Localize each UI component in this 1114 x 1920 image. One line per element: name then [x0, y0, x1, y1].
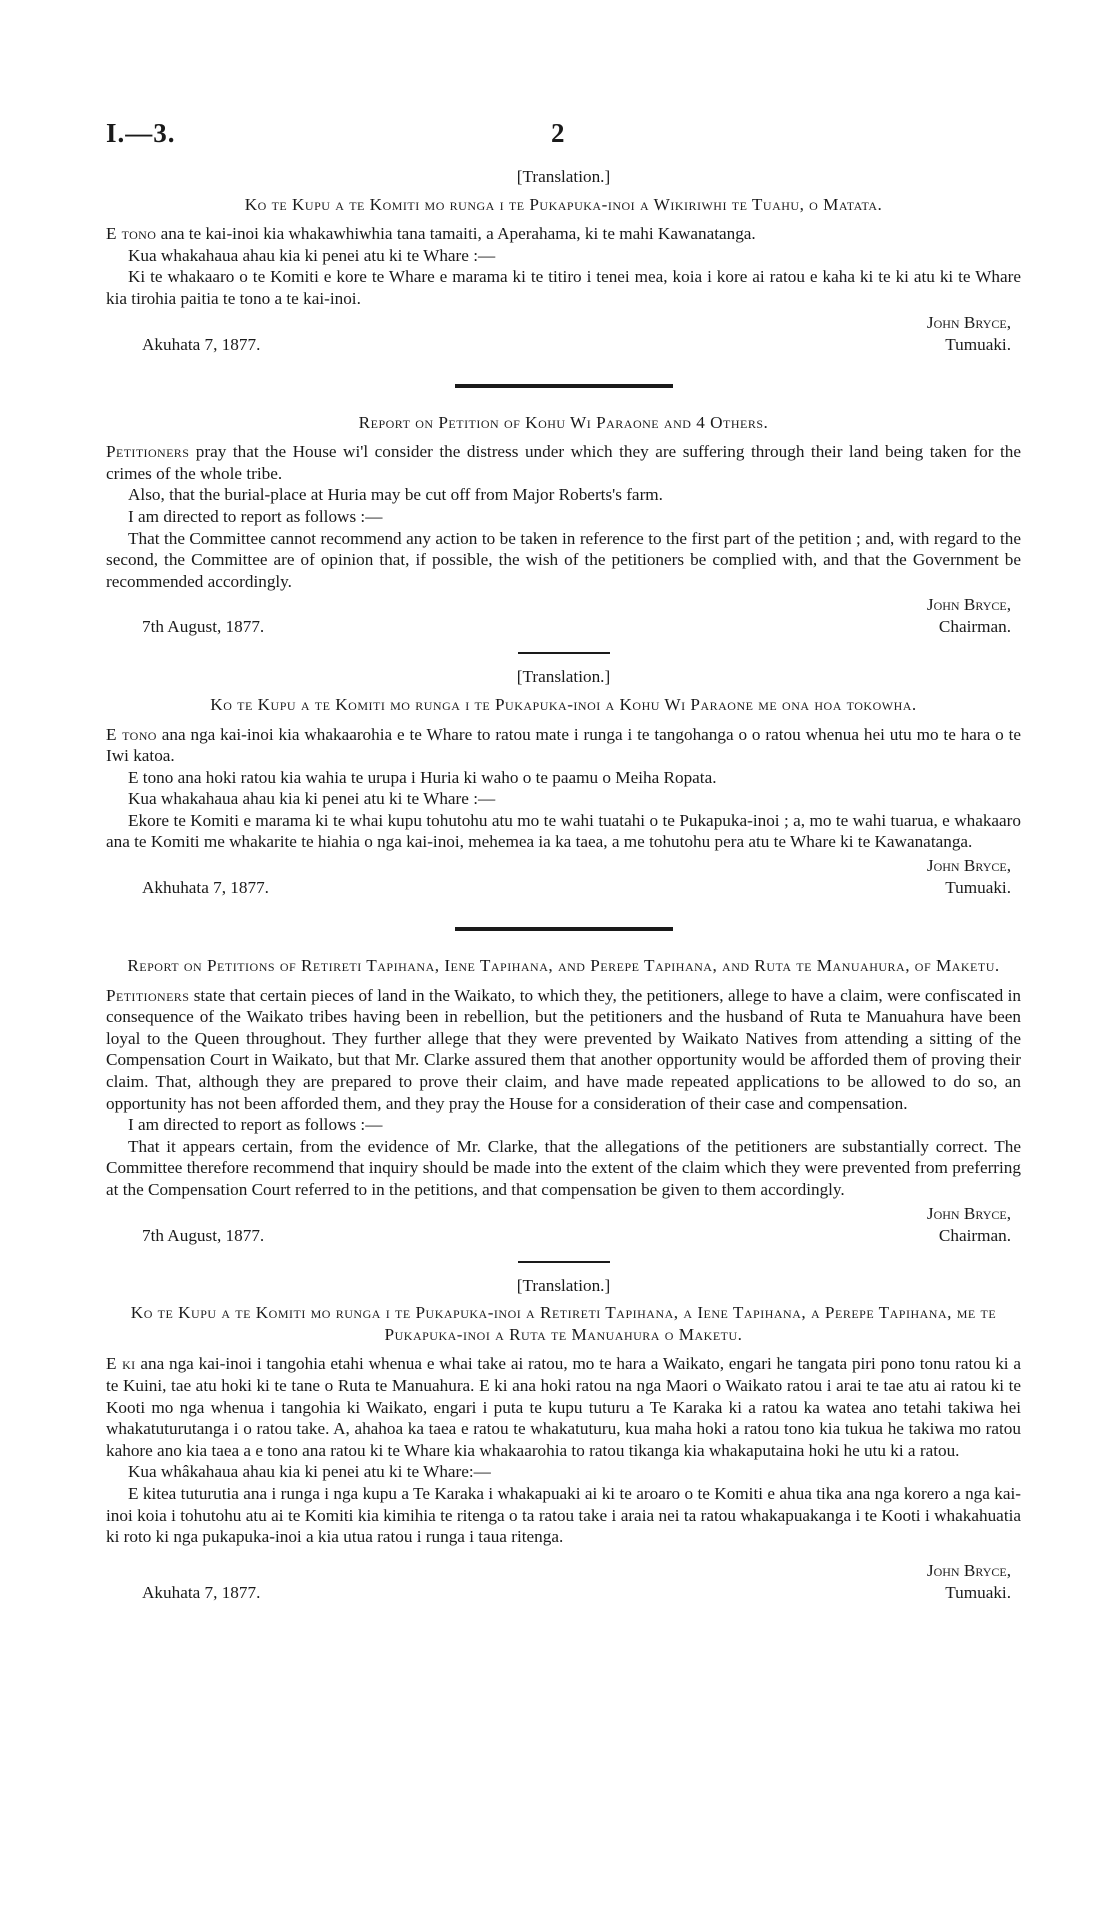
paragraph: That the Committee cannot recommend any action to be taken in reference to the first part of the petition ; and, with regard to the second, the Committee are of opinion that, if possible, the wish of the petitioners be complied with, and that the Government be recommended accordingly.	[106, 528, 1021, 591]
date: Akuhata 7, 1877.	[142, 334, 261, 354]
paragraph-text: ana nga kai-inoi kia whakaarohia e te Whare to ratou mate i runga i te tangohanga o o ratou whenua hei utu mo te hara o te Iwi katoa.	[106, 724, 1021, 766]
section-divider	[455, 384, 673, 388]
paragraph	[106, 1353, 1021, 1461]
section-title: Ko te Kupu a te Komiti mo runga i te Pukapuka-inoi a Retireti Tapihana, a Iene Tapihana, a Perepe Tapihana, me te Pukapuka-inoi a Ruta te Manuahura o Maketu.	[130, 1303, 997, 1344]
section-reference: I.—3.	[106, 118, 176, 148]
paragraph-text: state that certain pieces of land in the Waikato, to which they, the petitioners, allege to have a claim, were confiscated in consequence of the Waikato tribes having been in rebellion, but the petitioners and the husband of Ruta te Manuahura have been loyal to the Queen throughout. They further allege that they were prevented by Waikato Natives from attending a sitting of the Compensation Court in Waikato, but that Mr. Clarke assured them that another opportunity would be afforded them of proving their claim. That, although they are prepared to prove their claim, and have made repeated applications to be allowed to do so, an opportunity has not been afforded them, and they pray the House for a consideration of their case and compensation.	[106, 985, 1021, 1113]
signatory-name: John Bryce,	[926, 856, 1011, 876]
signatory-title: Chairman.	[938, 1225, 1011, 1245]
signature-block	[106, 1203, 1021, 1247]
page-number: 2	[551, 118, 565, 148]
signatory-name: John Bryce,	[926, 595, 1011, 615]
paragraph-text: pray that the House wi'l consider the distress under which they are suffering through their land being taken for the crimes of the whole tribe.	[106, 442, 1021, 483]
section-title: Report on Petitions of Retireti Tapihana, Iene Tapihana, and Perepe Tapihana, and Ruta te Manuahura, of Maketu.	[127, 956, 1000, 976]
paragraph: Ekore te Komiti e marama ki te whai kupu tohutohu atu mo te wahi tuatahi o te Pukapuka-inoi ; a, mo te wahi tuarua, e whakaaro ana te Komiti me whakarite te hiahia o nga kai-inoi, mehemea ia ka taea, a me tohutohu pera atu te Whare ki te Kawanatanga.	[106, 810, 1021, 852]
date: 7th August, 1877.	[142, 1225, 265, 1245]
paragraph: Also, that the burial-place at Huria may be cut off from Major Roberts's farm.	[128, 485, 663, 505]
signature-block	[106, 312, 1021, 356]
section-translation-wikiriwhi	[106, 166, 1021, 356]
date: Akhuhata 7, 1877.	[142, 878, 269, 898]
paragraph: Kua whakahaua ahau kia ki penei atu ki te Whare :—	[128, 789, 496, 809]
date: Akuhata 7, 1877.	[142, 1582, 261, 1602]
lead-words: E tono	[106, 724, 157, 744]
paragraph: E kitea tuturutia ana i runga i nga kupu a Te Karaka i whakapuaki ai ki te aroaro o te Komiti e ahua tika ana nga korero a nga kai-inoi koia i tohutohu atu ai te Komiti kia kimihia te ritenga o ta ratou take i araia nei ta ratou whakapuakanga i te Kooti i whakahuatia ki roto ki nga pukapuka-inoi a kia utua ratou i runga i taua ritenga.	[106, 1483, 1021, 1547]
signatory-title: Chairman.	[938, 617, 1011, 637]
paragraph-text: ana te kai-inoi kia whakawhiwhia tana tamaiti, a Aperahama, ki te mahi Kawanatanga.	[156, 224, 756, 244]
signature-block	[106, 1560, 1021, 1604]
translation-label: [Translation.]	[516, 1275, 611, 1295]
signature-block	[106, 855, 1021, 899]
paragraph: Kua whakahaua ahau kia ki penei atu ki te Whare :—	[128, 245, 496, 265]
section-title: Ko te Kupu a te Komiti mo runga i te Pukapuka-inoi a Kohu Wi Paraone me ona hoa tokowha.	[210, 694, 917, 714]
translation-divider	[518, 1261, 610, 1263]
paragraph: I am directed to report as follows :—	[128, 1115, 383, 1135]
signatory-title: Tumuaki.	[945, 334, 1011, 354]
translation-label: [Translation.]	[516, 167, 611, 186]
paragraph: Ki te whakaaro o te Komiti e kore te Whare e marama ki te titiro i tenei mea, koia i kore ai ratou e kaha ki te ki atu ki te Whare kia tirohia paitia te tono a te kai-inoi.	[106, 267, 1021, 308]
paragraph	[106, 985, 1021, 1115]
translation-divider	[518, 652, 610, 654]
page-content	[106, 166, 1021, 1604]
signatory-name: John Bryce,	[926, 1203, 1011, 1223]
section-translation-kohu	[106, 666, 1021, 899]
translation-label: [Translation.]	[516, 667, 611, 687]
lead-words: E tono	[106, 224, 157, 244]
section-title: Report on Petition of Kohu Wi Paraone and 4 Others.	[358, 412, 769, 432]
lead-words: Petitioners	[106, 442, 190, 462]
paragraph	[106, 441, 1021, 484]
section-report-kohu	[106, 412, 1021, 639]
section-title: Ko te Kupu a te Komiti mo runga i te Pukapuka-inoi a Wikiriwhi te Tuahu, o Matata.	[244, 194, 883, 214]
paragraph	[106, 724, 1021, 767]
signatory-name: John Bryce,	[926, 312, 1011, 332]
section-report-tapihana	[106, 955, 1021, 1247]
paragraph: E tono ana hoki ratou kia wahia te urupa i Huria ki waho o te paamu o Meiha Ropata.	[128, 767, 717, 787]
paragraph: That it appears certain, from the evidence of Mr. Clarke, that the allegations of the petitioners are substantially correct. The Committee therefore recommend that inquiry should be made into the extent of the claim which they were prevented from preferring at the Compensation Court referred to in the petitions, and that compensation be given to them accordingly.	[106, 1136, 1021, 1199]
paragraph	[106, 223, 1021, 245]
section-translation-tapihana	[106, 1275, 1021, 1604]
date: 7th August, 1877.	[142, 617, 265, 637]
paragraph: Kua whâkahaua ahau kia ki penei atu ki te Whare:—	[128, 1462, 491, 1482]
lead-words: E ki	[106, 1354, 136, 1374]
signatory-title: Tumuaki.	[945, 878, 1011, 898]
lead-words: Petitioners	[106, 985, 190, 1005]
signatory-name: John Bryce,	[926, 1560, 1011, 1580]
paragraph-text: ana nga kai-inoi i tangohia etahi whenua e whai take ai ratou, mo te hara a Waikato, engari he tangata piri pono tonu ratou ki a te Kuini, tae atu hoki ki te tane o Ruta te Manuahura. E ki ana hoki ratou na nga Maori o Waikato ratou i arai te tae atu ai ratou ki te Kooti mo nga whenua i tangohia ki Waikato, engari i puta te kupu tuturu a Te Karaka ki a ratou ka watea ano tetahi takiwa hei whakatuturutanga i o ratou take. A, ahahoa ka taea e ratou te whakatuturu, kua maha hoki a ratou tono kia tukua he takiwa mo ratou kahore ano kia taea a e tono ana ratou ki te Whare kia whakaarohia to ratou tikanga kia whakaputaina hoki he utu ki a ratou.	[106, 1354, 1022, 1460]
section-divider	[455, 927, 673, 931]
paragraph: I am directed to report as follows :—	[128, 506, 383, 526]
signature-block	[106, 594, 1021, 638]
signatory-title: Tumuaki.	[945, 1582, 1011, 1602]
